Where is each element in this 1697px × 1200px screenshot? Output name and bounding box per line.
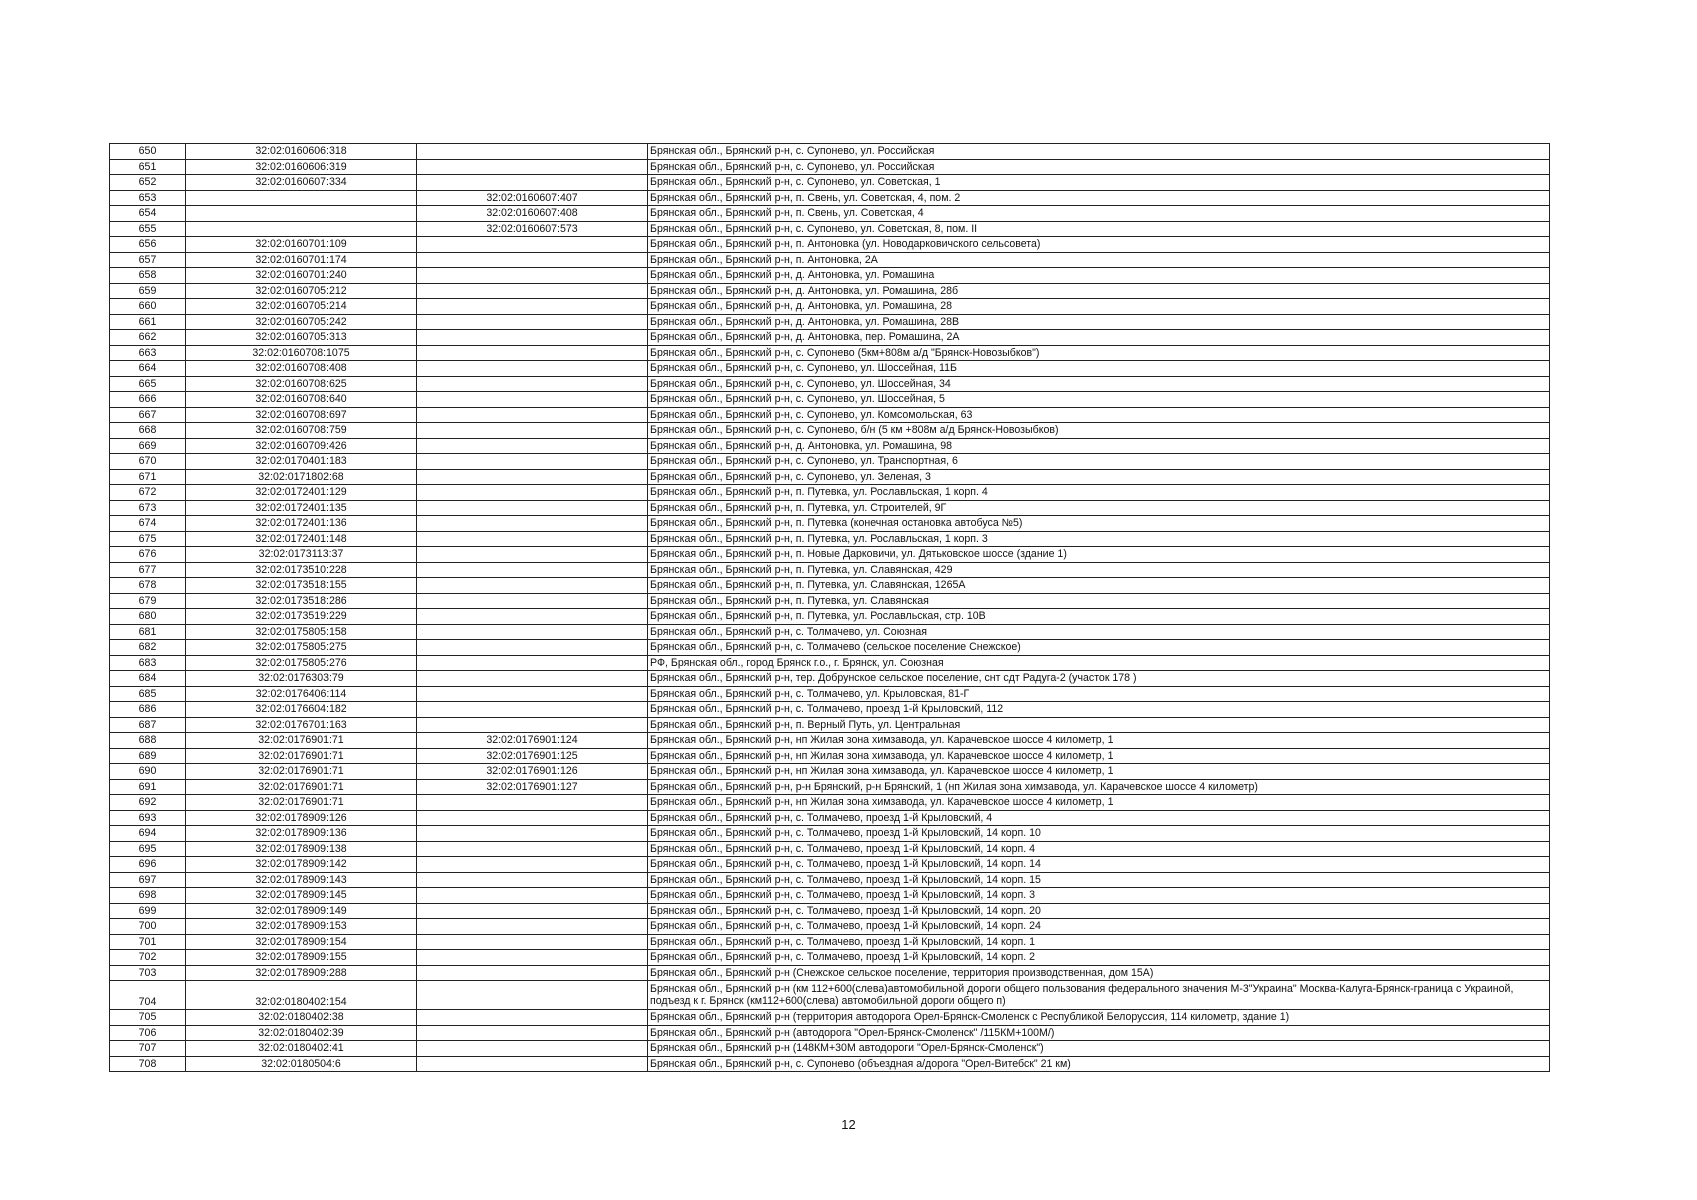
- address-cell: Брянская обл., Брянский р-н, д. Антоновка, ул. Ромашина, 28В: [648, 314, 1550, 330]
- registry-table-body: [110, 144, 1550, 1072]
- secondary-cadastral-number-cell: [417, 454, 648, 470]
- cadastral-number-cell: 32:02:0172401:148: [186, 531, 417, 547]
- cadastral-number-cell: 32:02:0178909:143: [186, 872, 417, 888]
- row-number-cell: 663: [110, 345, 186, 361]
- address-cell: Брянская обл., Брянский р-н, нп Жилая зона химзавода, ул. Карачевское шоссе 4 километр, 1: [648, 795, 1550, 811]
- row-number-cell: 658: [110, 268, 186, 284]
- secondary-cadastral-number-cell: [417, 872, 648, 888]
- secondary-cadastral-number-cell: [417, 578, 648, 594]
- table-row: [110, 423, 1550, 439]
- secondary-cadastral-number-cell: [417, 965, 648, 981]
- table-row: [110, 981, 1550, 1010]
- table-row: [110, 702, 1550, 718]
- row-number-cell: 684: [110, 671, 186, 687]
- secondary-cadastral-number-cell: [417, 144, 648, 160]
- secondary-cadastral-number-cell: [417, 500, 648, 516]
- cadastral-number-cell: 32:02:0160607:334: [186, 175, 417, 191]
- row-number-cell: 697: [110, 872, 186, 888]
- row-number-cell: 700: [110, 919, 186, 935]
- cadastral-number-cell: 32:02:0172401:136: [186, 516, 417, 532]
- address-cell: Брянская обл., Брянский р-н, с. Супонево, ул. Зеленая, 3: [648, 469, 1550, 485]
- row-number-cell: 655: [110, 221, 186, 237]
- secondary-cadastral-number-cell: 32:02:0176901:125: [417, 748, 648, 764]
- cadastral-number-cell: 32:02:0178909:153: [186, 919, 417, 935]
- cadastral-number-cell: 32:02:0160606:318: [186, 144, 417, 160]
- table-row: [110, 330, 1550, 346]
- secondary-cadastral-number-cell: [417, 330, 648, 346]
- cadastral-number-cell: 32:02:0178909:136: [186, 826, 417, 842]
- row-number-cell: 698: [110, 888, 186, 904]
- address-cell: Брянская обл., Брянский р-н, с. Толмачево, проезд 1-й Крыловский, 14 корп. 3: [648, 888, 1550, 904]
- table-row: [110, 593, 1550, 609]
- table-row: [110, 733, 1550, 749]
- cadastral-number-cell: 32:02:0178909:142: [186, 857, 417, 873]
- secondary-cadastral-number-cell: 32:02:0160607:573: [417, 221, 648, 237]
- row-number-cell: 692: [110, 795, 186, 811]
- cadastral-number-cell: 32:02:0180402:41: [186, 1041, 417, 1057]
- cadastral-number-cell: 32:02:0170401:183: [186, 454, 417, 470]
- address-cell: Брянская обл., Брянский р-н, с. Толмачево, проезд 1-й Крыловский, 14 корп. 20: [648, 903, 1550, 919]
- table-row: [110, 252, 1550, 268]
- row-number-cell: 701: [110, 934, 186, 950]
- row-number-cell: 674: [110, 516, 186, 532]
- table-row: [110, 562, 1550, 578]
- row-number-cell: 652: [110, 175, 186, 191]
- address-cell: Брянская обл., Брянский р-н, с. Супонево, ул. Советская, 1: [648, 175, 1550, 191]
- address-cell: Брянская обл., Брянский р-н, с. Толмачево, проезд 1-й Крыловский, 14 корп. 15: [648, 872, 1550, 888]
- address-cell: Брянская обл., Брянский р-н, п. Верный Путь, ул. Центральная: [648, 717, 1550, 733]
- table-row: [110, 175, 1550, 191]
- address-cell: Брянская обл., Брянский р-н, нп Жилая зона химзавода, ул. Карачевское шоссе 4 километр, 1: [648, 764, 1550, 780]
- cadastral-number-cell: 32:02:0160708:408: [186, 361, 417, 377]
- table-row: [110, 779, 1550, 795]
- cadastral-number-cell: 32:02:0160701:109: [186, 237, 417, 253]
- address-cell: Брянская обл., Брянский р-н (км 112+600(слева)автомобильной дороги общего пользования федерального значения М-3"Украина" Москва-Калуга-Брянск-граница с Украиной, подъезд к г. Брянск (км112+600(слева) автомобильной дороги общего п): [648, 981, 1550, 1010]
- address-cell: Брянская обл., Брянский р-н, с. Супонево, ул. Советская, 8, пом. II: [648, 221, 1550, 237]
- row-number-cell: 657: [110, 252, 186, 268]
- address-cell: Брянская обл., Брянский р-н, нп Жилая зона химзавода, ул. Карачевское шоссе 4 километр, 1: [648, 748, 1550, 764]
- secondary-cadastral-number-cell: [417, 438, 648, 454]
- row-number-cell: 678: [110, 578, 186, 594]
- address-cell: Брянская обл., Брянский р-н (территория автодорога Орел-Брянск-Смоленск с Республикой Белоруссия, 114 километр, здание 1): [648, 1010, 1550, 1026]
- address-cell: Брянская обл., Брянский р-н, с. Толмачево, проезд 1-й Крыловский, 112: [648, 702, 1550, 718]
- table-row: [110, 361, 1550, 377]
- row-number-cell: 651: [110, 159, 186, 175]
- cadastral-number-cell: 32:02:0160705:242: [186, 314, 417, 330]
- cadastral-number-cell: 32:02:0173510:228: [186, 562, 417, 578]
- row-number-cell: 681: [110, 624, 186, 640]
- table-row: [110, 485, 1550, 501]
- row-number-cell: 687: [110, 717, 186, 733]
- address-cell: Брянская обл., Брянский р-н, п. Путевка, ул. Славянская, 1265А: [648, 578, 1550, 594]
- table-row: [110, 531, 1550, 547]
- cadastral-number-cell: 32:02:0160705:313: [186, 330, 417, 346]
- row-number-cell: 654: [110, 206, 186, 222]
- address-cell: Брянская обл., Брянский р-н, с. Толмачево, проезд 1-й Крыловский, 4: [648, 810, 1550, 826]
- secondary-cadastral-number-cell: [417, 810, 648, 826]
- secondary-cadastral-number-cell: [417, 361, 648, 377]
- cadastral-number-cell: 32:02:0176701:163: [186, 717, 417, 733]
- address-cell: Брянская обл., Брянский р-н, с. Супонево, ул. Шоссейная, 34: [648, 376, 1550, 392]
- row-number-cell: 673: [110, 500, 186, 516]
- cadastral-number-cell: 32:02:0175805:275: [186, 640, 417, 656]
- table-row: [110, 686, 1550, 702]
- cadastral-number-cell: 32:02:0160708:640: [186, 392, 417, 408]
- row-number-cell: 677: [110, 562, 186, 578]
- table-row: [110, 314, 1550, 330]
- cadastral-number-cell: 32:02:0176901:71: [186, 779, 417, 795]
- secondary-cadastral-number-cell: [417, 376, 648, 392]
- secondary-cadastral-number-cell: [417, 237, 648, 253]
- secondary-cadastral-number-cell: [417, 671, 648, 687]
- table-row: [110, 1056, 1550, 1072]
- secondary-cadastral-number-cell: [417, 516, 648, 532]
- secondary-cadastral-number-cell: [417, 640, 648, 656]
- secondary-cadastral-number-cell: 32:02:0160607:408: [417, 206, 648, 222]
- row-number-cell: 693: [110, 810, 186, 826]
- cadastral-number-cell: 32:02:0176406:114: [186, 686, 417, 702]
- row-number-cell: 695: [110, 841, 186, 857]
- address-cell: Брянская обл., Брянский р-н, п. Антоновка (ул. Новодарковичского сельсовета): [648, 237, 1550, 253]
- table-row: [110, 206, 1550, 222]
- secondary-cadastral-number-cell: [417, 1056, 648, 1072]
- row-number-cell: 659: [110, 283, 186, 299]
- cadastral-number-cell: 32:02:0178909:288: [186, 965, 417, 981]
- secondary-cadastral-number-cell: [417, 795, 648, 811]
- cadastral-number-cell: 32:02:0176901:71: [186, 764, 417, 780]
- row-number-cell: 653: [110, 190, 186, 206]
- cadastral-number-cell: 32:02:0160708:697: [186, 407, 417, 423]
- secondary-cadastral-number-cell: 32:02:0160607:407: [417, 190, 648, 206]
- table-row: [110, 500, 1550, 516]
- secondary-cadastral-number-cell: [417, 702, 648, 718]
- secondary-cadastral-number-cell: [417, 655, 648, 671]
- table-row: [110, 516, 1550, 532]
- table-row: [110, 671, 1550, 687]
- cadastral-number-cell: 32:02:0173519:229: [186, 609, 417, 625]
- cadastral-number-cell: 32:02:0178909:154: [186, 934, 417, 950]
- secondary-cadastral-number-cell: [417, 531, 648, 547]
- secondary-cadastral-number-cell: [417, 609, 648, 625]
- secondary-cadastral-number-cell: [417, 950, 648, 966]
- table-row: [110, 392, 1550, 408]
- address-cell: Брянская обл., Брянский р-н, д. Антоновка, ул. Ромашина, 28б: [648, 283, 1550, 299]
- row-number-cell: 672: [110, 485, 186, 501]
- row-number-cell: 661: [110, 314, 186, 330]
- row-number-cell: 664: [110, 361, 186, 377]
- address-cell: Брянская обл., Брянский р-н, с. Супонево, б/н (5 км +808м а/д Брянск-Новозыбков): [648, 423, 1550, 439]
- cadastral-number-cell: 32:02:0176303:79: [186, 671, 417, 687]
- row-number-cell: 708: [110, 1056, 186, 1072]
- row-number-cell: 706: [110, 1025, 186, 1041]
- table-row: [110, 810, 1550, 826]
- secondary-cadastral-number-cell: [417, 624, 648, 640]
- address-cell: Брянская обл., Брянский р-н, с. Толмачево (сельское поселение Снежское): [648, 640, 1550, 656]
- secondary-cadastral-number-cell: [417, 903, 648, 919]
- address-cell: Брянская обл., Брянский р-н, д. Антоновка, пер. Ромашина, 2А: [648, 330, 1550, 346]
- secondary-cadastral-number-cell: [417, 159, 648, 175]
- address-cell: Брянская обл., Брянский р-н, с. Супонево, ул. Российская: [648, 159, 1550, 175]
- address-cell: Брянская обл., Брянский р-н, п. Свень, ул. Советская, 4: [648, 206, 1550, 222]
- secondary-cadastral-number-cell: [417, 175, 648, 191]
- table-row: [110, 624, 1550, 640]
- cadastral-number-cell: 32:02:0160708:759: [186, 423, 417, 439]
- address-cell: Брянская обл., Брянский р-н, с. Супонево, ул. Комсомольская, 63: [648, 407, 1550, 423]
- table-row: [110, 345, 1550, 361]
- table-row: [110, 299, 1550, 315]
- secondary-cadastral-number-cell: [417, 469, 648, 485]
- address-cell: Брянская обл., Брянский р-н, нп Жилая зона химзавода, ул. Карачевское шоссе 4 километр, 1: [648, 733, 1550, 749]
- table-row: [110, 888, 1550, 904]
- cadastral-number-cell: 32:02:0180402:154: [186, 981, 417, 1010]
- address-cell: Брянская обл., Брянский р-н, п. Путевка, ул. Рославльская, стр. 10В: [648, 609, 1550, 625]
- table-row: [110, 1025, 1550, 1041]
- table-row: [110, 841, 1550, 857]
- cadastral-number-cell: 32:02:0175805:276: [186, 655, 417, 671]
- table-row: [110, 919, 1550, 935]
- table-row: [110, 454, 1550, 470]
- secondary-cadastral-number-cell: [417, 857, 648, 873]
- secondary-cadastral-number-cell: [417, 283, 648, 299]
- secondary-cadastral-number-cell: [417, 919, 648, 935]
- cadastral-number-cell: 32:02:0176604:182: [186, 702, 417, 718]
- table-row: [110, 547, 1550, 563]
- table-row: [110, 717, 1550, 733]
- row-number-cell: 704: [110, 981, 186, 1010]
- table-row: [110, 609, 1550, 625]
- table-row: [110, 640, 1550, 656]
- table-row: [110, 965, 1550, 981]
- address-cell: Брянская обл., Брянский р-н, с. Толмачево, проезд 1-й Крыловский, 14 корп. 2: [648, 950, 1550, 966]
- cadastral-number-cell: 32:02:0178909:138: [186, 841, 417, 857]
- row-number-cell: 666: [110, 392, 186, 408]
- table-row: [110, 872, 1550, 888]
- secondary-cadastral-number-cell: [417, 562, 648, 578]
- secondary-cadastral-number-cell: [417, 345, 648, 361]
- address-cell: Брянская обл., Брянский р-н, с. Супонево, ул. Шоссейная, 5: [648, 392, 1550, 408]
- row-number-cell: 675: [110, 531, 186, 547]
- table-row: [110, 1010, 1550, 1026]
- address-cell: Брянская обл., Брянский р-н, п. Путевка, ул. Строителей, 9Г: [648, 500, 1550, 516]
- row-number-cell: 690: [110, 764, 186, 780]
- address-cell: Брянская обл., Брянский р-н, п. Путевка (конечная остановка автобуса №5): [648, 516, 1550, 532]
- secondary-cadastral-number-cell: [417, 314, 648, 330]
- table-row: [110, 903, 1550, 919]
- row-number-cell: 694: [110, 826, 186, 842]
- row-number-cell: 686: [110, 702, 186, 718]
- cadastral-number-cell: 32:02:0160708:625: [186, 376, 417, 392]
- secondary-cadastral-number-cell: [417, 1010, 648, 1026]
- cadastral-number-cell: 32:02:0180504:6: [186, 1056, 417, 1072]
- table-row: [110, 578, 1550, 594]
- address-cell: Брянская обл., Брянский р-н (148КМ+30М автодороги "Орел-Брянск-Смоленск"): [648, 1041, 1550, 1057]
- cadastral-number-cell: 32:02:0160705:214: [186, 299, 417, 315]
- address-cell: Брянская обл., Брянский р-н, с. Супонево, ул. Транспортная, 6: [648, 454, 1550, 470]
- table-row: [110, 438, 1550, 454]
- address-cell: Брянская обл., Брянский р-н, д. Антоновка, ул. Ромашина, 98: [648, 438, 1550, 454]
- address-cell: Брянская обл., Брянский р-н (Снежское сельское поселение, территория производственная, дом 15А): [648, 965, 1550, 981]
- secondary-cadastral-number-cell: [417, 485, 648, 501]
- cadastral-number-cell: 32:02:0171802:68: [186, 469, 417, 485]
- cadastral-number-cell: 32:02:0160606:319: [186, 159, 417, 175]
- cadastral-number-cell: 32:02:0178909:149: [186, 903, 417, 919]
- secondary-cadastral-number-cell: [417, 826, 648, 842]
- table-row: [110, 376, 1550, 392]
- address-cell: Брянская обл., Брянский р-н, п. Антоновка, 2А: [648, 252, 1550, 268]
- row-number-cell: 656: [110, 237, 186, 253]
- row-number-cell: 705: [110, 1010, 186, 1026]
- row-number-cell: 688: [110, 733, 186, 749]
- address-cell: Брянская обл., Брянский р-н, п. Свень, ул. Советская, 4, пом. 2: [648, 190, 1550, 206]
- address-cell: Брянская обл., Брянский р-н, с. Супонево, ул. Шоссейная, 11Б: [648, 361, 1550, 377]
- table-row: [110, 190, 1550, 206]
- row-number-cell: 707: [110, 1041, 186, 1057]
- address-cell: Брянская обл., Брянский р-н, с. Толмачево, проезд 1-й Крыловский, 14 корп. 1: [648, 934, 1550, 950]
- row-number-cell: 689: [110, 748, 186, 764]
- secondary-cadastral-number-cell: [417, 268, 648, 284]
- cadastral-number-cell: [186, 190, 417, 206]
- secondary-cadastral-number-cell: [417, 593, 648, 609]
- row-number-cell: 691: [110, 779, 186, 795]
- secondary-cadastral-number-cell: [417, 1025, 648, 1041]
- row-number-cell: 662: [110, 330, 186, 346]
- secondary-cadastral-number-cell: 32:02:0176901:124: [417, 733, 648, 749]
- cadastral-number-cell: 32:02:0178909:126: [186, 810, 417, 826]
- address-cell: Брянская обл., Брянский р-н, с. Супонево, ул. Российская: [648, 144, 1550, 160]
- cadastral-number-cell: 32:02:0180402:38: [186, 1010, 417, 1026]
- secondary-cadastral-number-cell: [417, 252, 648, 268]
- address-cell: Брянская обл., Брянский р-н, с. Супонево (5км+808м а/д "Брянск-Новозыбков"): [648, 345, 1550, 361]
- address-cell: Брянская обл., Брянский р-н, д. Антоновка, ул. Ромашина: [648, 268, 1550, 284]
- table-row: [110, 221, 1550, 237]
- table-row: [110, 407, 1550, 423]
- secondary-cadastral-number-cell: [417, 717, 648, 733]
- table-row: [110, 934, 1550, 950]
- table-row: [110, 795, 1550, 811]
- secondary-cadastral-number-cell: [417, 547, 648, 563]
- cadastral-number-cell: 32:02:0173518:155: [186, 578, 417, 594]
- address-cell: Брянская обл., Брянский р-н, с. Толмачево, проезд 1-й Крыловский, 14 корп. 4: [648, 841, 1550, 857]
- address-cell: Брянская обл., Брянский р-н, тер. Добрунское сельское поселение, снт сдт Радуга-2 (участок 178 ): [648, 671, 1550, 687]
- row-number-cell: 679: [110, 593, 186, 609]
- row-number-cell: 685: [110, 686, 186, 702]
- row-number-cell: 680: [110, 609, 186, 625]
- table-row: [110, 655, 1550, 671]
- row-number-cell: 699: [110, 903, 186, 919]
- table-row: [110, 268, 1550, 284]
- address-cell: Брянская обл., Брянский р-н, с. Толмачево, проезд 1-й Крыловский, 14 корп. 24: [648, 919, 1550, 935]
- table-row: [110, 857, 1550, 873]
- cadastral-number-cell: 32:02:0180402:39: [186, 1025, 417, 1041]
- secondary-cadastral-number-cell: [417, 888, 648, 904]
- cadastral-number-cell: 32:02:0173113:37: [186, 547, 417, 563]
- cadastral-number-cell: 32:02:0176901:71: [186, 733, 417, 749]
- row-number-cell: 676: [110, 547, 186, 563]
- table-row: [110, 748, 1550, 764]
- address-cell: Брянская обл., Брянский р-н, с. Толмачево, проезд 1-й Крыловский, 14 корп. 14: [648, 857, 1550, 873]
- cadastral-number-cell: 32:02:0160708:1075: [186, 345, 417, 361]
- address-cell: РФ, Брянская обл., город Брянск г.о., г. Брянск, ул. Союзная: [648, 655, 1550, 671]
- cadastral-number-cell: 32:02:0176901:71: [186, 795, 417, 811]
- table-row: [110, 159, 1550, 175]
- secondary-cadastral-number-cell: [417, 407, 648, 423]
- address-cell: Брянская обл., Брянский р-н, п. Новые Дарковичи, ул. Дятьковское шоссе (здание 1): [648, 547, 1550, 563]
- registry-table: [109, 143, 1550, 1072]
- row-number-cell: 660: [110, 299, 186, 315]
- secondary-cadastral-number-cell: [417, 686, 648, 702]
- secondary-cadastral-number-cell: [417, 934, 648, 950]
- secondary-cadastral-number-cell: [417, 981, 648, 1010]
- cadastral-number-cell: 32:02:0172401:129: [186, 485, 417, 501]
- address-cell: Брянская обл., Брянский р-н, р-н Брянский, р-н Брянский, 1 (нп Жилая зона химзавода, ул. Карачевское шоссе 4 километр): [648, 779, 1550, 795]
- table-row: [110, 764, 1550, 780]
- row-number-cell: 650: [110, 144, 186, 160]
- row-number-cell: 665: [110, 376, 186, 392]
- address-cell: Брянская обл., Брянский р-н, п. Путевка, ул. Славянская: [648, 593, 1550, 609]
- cadastral-number-cell: 32:02:0175805:158: [186, 624, 417, 640]
- row-number-cell: 670: [110, 454, 186, 470]
- cadastral-number-cell: 32:02:0160709:426: [186, 438, 417, 454]
- row-number-cell: 667: [110, 407, 186, 423]
- table-row: [110, 283, 1550, 299]
- secondary-cadastral-number-cell: [417, 841, 648, 857]
- cadastral-number-cell: [186, 206, 417, 222]
- table-row: [110, 1041, 1550, 1057]
- row-number-cell: 671: [110, 469, 186, 485]
- cadastral-number-cell: 32:02:0160705:212: [186, 283, 417, 299]
- secondary-cadastral-number-cell: 32:02:0176901:126: [417, 764, 648, 780]
- address-cell: Брянская обл., Брянский р-н, п. Путевка, ул. Рославльская, 1 корп. 4: [648, 485, 1550, 501]
- row-number-cell: 668: [110, 423, 186, 439]
- cadastral-number-cell: 32:02:0178909:145: [186, 888, 417, 904]
- table-row: [110, 237, 1550, 253]
- secondary-cadastral-number-cell: [417, 1041, 648, 1057]
- cadastral-number-cell: 32:02:0173518:286: [186, 593, 417, 609]
- row-number-cell: 696: [110, 857, 186, 873]
- table-row: [110, 144, 1550, 160]
- row-number-cell: 703: [110, 965, 186, 981]
- address-cell: Брянская обл., Брянский р-н, с. Толмачево, ул. Крыловская, 81-Г: [648, 686, 1550, 702]
- cadastral-number-cell: [186, 221, 417, 237]
- address-cell: Брянская обл., Брянский р-н, с. Толмачево, проезд 1-й Крыловский, 14 корп. 10: [648, 826, 1550, 842]
- secondary-cadastral-number-cell: 32:02:0176901:127: [417, 779, 648, 795]
- cadastral-number-cell: 32:02:0172401:135: [186, 500, 417, 516]
- address-cell: Брянская обл., Брянский р-н, с. Толмачево, ул. Союзная: [648, 624, 1550, 640]
- address-cell: Брянская обл., Брянский р-н, п. Путевка, ул. Славянская, 429: [648, 562, 1550, 578]
- secondary-cadastral-number-cell: [417, 392, 648, 408]
- table-row: [110, 826, 1550, 842]
- secondary-cadastral-number-cell: [417, 299, 648, 315]
- address-cell: Брянская обл., Брянский р-н, д. Антоновка, ул. Ромашина, 28: [648, 299, 1550, 315]
- table-row: [110, 469, 1550, 485]
- page-number: 12: [841, 1117, 856, 1132]
- row-number-cell: 683: [110, 655, 186, 671]
- cadastral-number-cell: 32:02:0160701:240: [186, 268, 417, 284]
- row-number-cell: 682: [110, 640, 186, 656]
- address-cell: Брянская обл., Брянский р-н, п. Путевка, ул. Рославльская, 1 корп. 3: [648, 531, 1550, 547]
- row-number-cell: 702: [110, 950, 186, 966]
- row-number-cell: 669: [110, 438, 186, 454]
- cadastral-number-cell: 32:02:0176901:71: [186, 748, 417, 764]
- cadastral-number-cell: 32:02:0160701:174: [186, 252, 417, 268]
- secondary-cadastral-number-cell: [417, 423, 648, 439]
- address-cell: Брянская обл., Брянский р-н (автодорога "Орел-Брянск-Смоленск" /115КМ+100М/): [648, 1025, 1550, 1041]
- cadastral-number-cell: 32:02:0178909:155: [186, 950, 417, 966]
- address-cell: Брянская обл., Брянский р-н, с. Супонево (объездная а/дорога "Орел-Витебск" 21 км): [648, 1056, 1550, 1072]
- table-row: [110, 950, 1550, 966]
